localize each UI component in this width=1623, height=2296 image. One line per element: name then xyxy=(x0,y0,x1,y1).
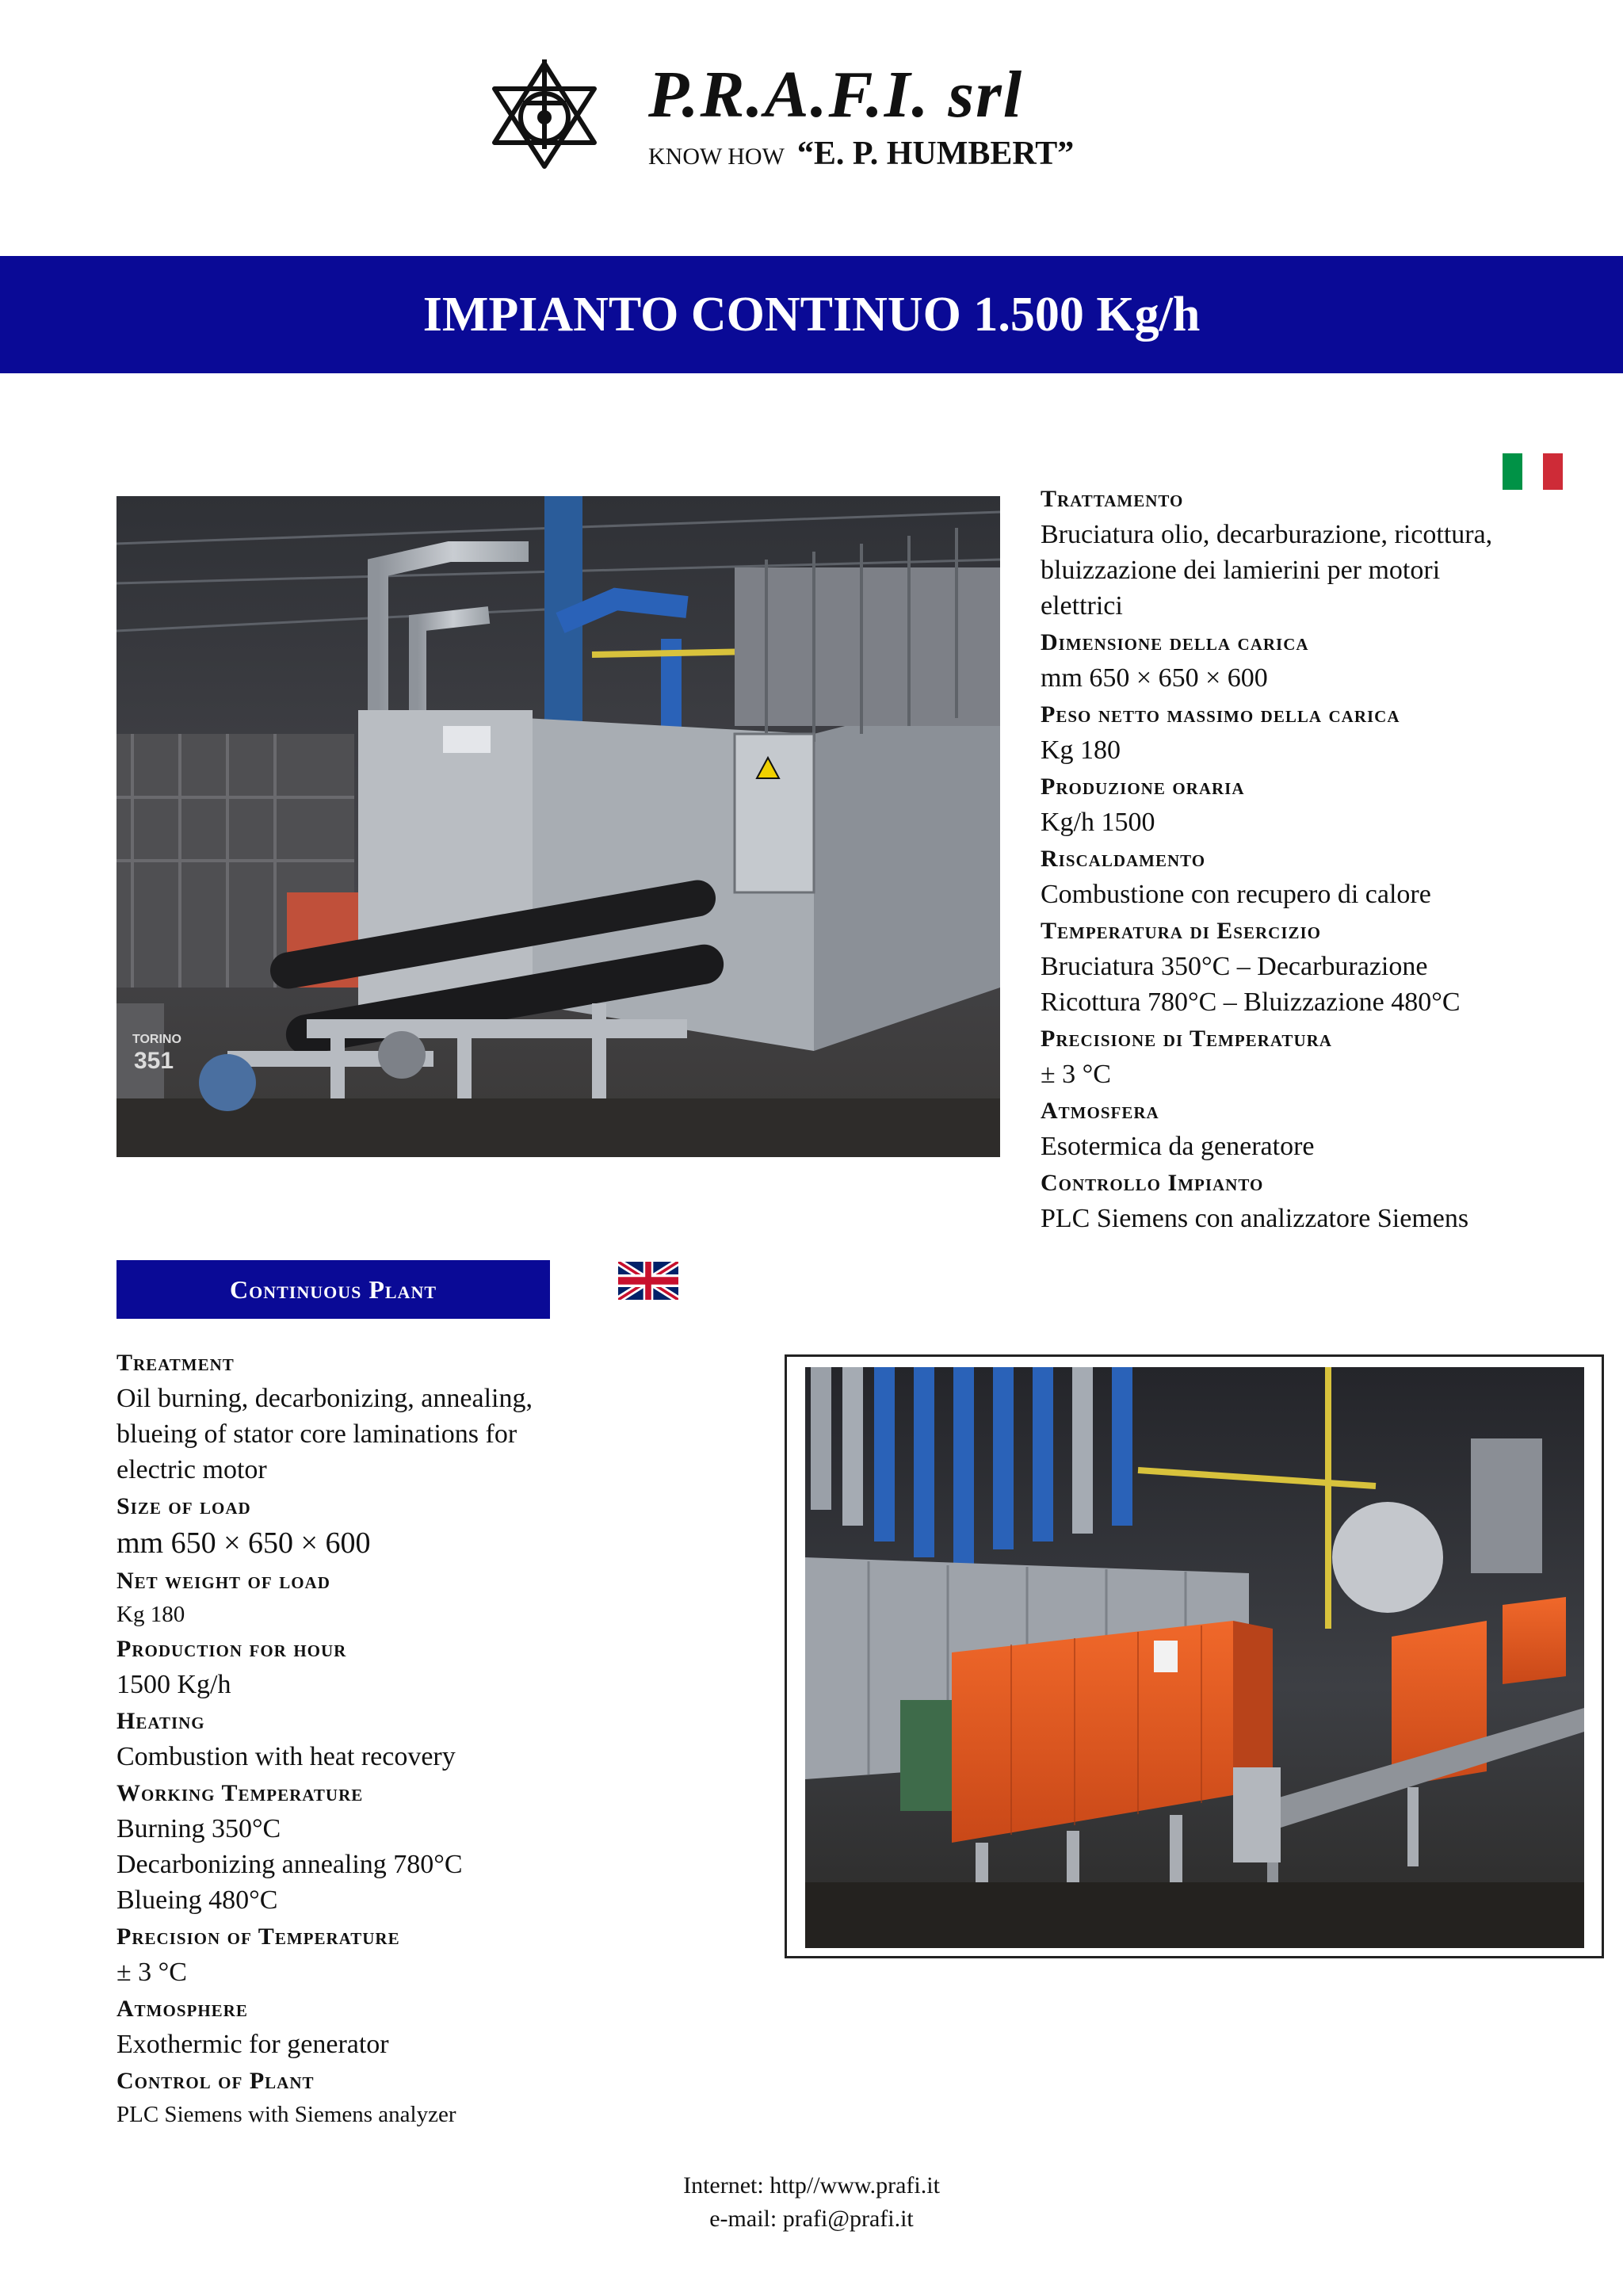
know-how-line xyxy=(648,136,1074,174)
spec-item xyxy=(116,1702,655,1775)
section-title-box xyxy=(116,1260,550,1319)
title-banner xyxy=(0,256,1623,373)
spec-label: Produzione oraria xyxy=(1041,774,1245,800)
spec-item xyxy=(116,1488,655,1562)
spec-value: Kg 180 xyxy=(1041,735,1121,765)
spec-item xyxy=(1041,912,1595,1020)
spec-value: Burning 350°C Decarbonizing annealing 780°C Blueing 480°C xyxy=(116,1814,463,1915)
spec-label: Controllo Impianto xyxy=(1041,1170,1264,1196)
spec-value: PLC Siemens con analizzatore Siemens xyxy=(1041,1204,1469,1233)
know-how-prefix: KNOW HOW xyxy=(648,143,785,170)
spec-value: Bruciatura olio, decarburazione, ricottura, bluizzazione dei lamierini per motori elettrici xyxy=(1041,520,1493,621)
spec-value: Exothermic for generator xyxy=(116,2030,389,2059)
spec-value: ± 3 °C xyxy=(116,1958,187,1987)
spec-label: Atmosfera xyxy=(1041,1098,1159,1124)
spec-label: Temperatura di Esercizio xyxy=(1041,918,1321,944)
company-name: P.R.A.F.I. srl xyxy=(648,58,1024,132)
english-spec-list xyxy=(116,1344,655,2130)
spec-value: Combustion with heat recovery xyxy=(116,1742,456,1771)
spec-item xyxy=(116,1344,655,1488)
spec-value: mm 650 × 650 × 600 xyxy=(1041,663,1268,693)
spec-label: Precision of Temperature xyxy=(116,1924,400,1950)
spec-value: ± 3 °C xyxy=(1041,1060,1111,1089)
spec-label: Precisione di Temperatura xyxy=(1041,1026,1332,1052)
spec-label: Control of Plant xyxy=(116,2068,315,2094)
spec-label: Riscaldamento xyxy=(1041,846,1206,872)
spec-value: Oil burning, decarbonizing, annealing, blueing of stator core laminations for electric motor xyxy=(116,1384,533,1484)
svg-text:TORINO: TORINO xyxy=(132,1033,181,1046)
email-link[interactable]: e-mail: prafi@prafi.it xyxy=(709,2206,914,2232)
footer xyxy=(0,2169,1623,2236)
spec-label: Treatment xyxy=(116,1350,235,1376)
spec-label: Dimensione della carica xyxy=(1041,629,1309,655)
spec-item xyxy=(1041,480,1595,624)
spec-label: Trattamento xyxy=(1041,486,1184,512)
section-title: Continuous Plant xyxy=(229,1275,437,1304)
spec-value: Bruciatura 350°C – Decarburazione Ricottura 780°C – Bluizzazione 480°C xyxy=(1041,952,1461,1017)
spec-item xyxy=(1041,768,1595,840)
website-link[interactable]: Internet: http//www.prafi.it xyxy=(683,2172,940,2199)
spec-item xyxy=(1041,696,1595,768)
spec-label: Heating xyxy=(116,1708,205,1734)
spec-label: Production for hour xyxy=(116,1636,347,1662)
spec-value: Kg 180 xyxy=(116,1602,185,1627)
spec-value: Esotermica da generatore xyxy=(1041,1132,1315,1161)
company-logo-icon xyxy=(485,55,604,174)
spec-label: Atmosphere xyxy=(116,1996,248,2022)
spec-item xyxy=(116,1918,655,1990)
svg-text:351: 351 xyxy=(134,1048,174,1074)
uk-flag-icon xyxy=(618,1262,678,1300)
spec-item xyxy=(1041,624,1595,696)
spec-label: Net weight of load xyxy=(116,1568,330,1594)
spec-item xyxy=(116,1775,655,1918)
furnace-plant-photo xyxy=(116,496,1000,1157)
spec-item xyxy=(1041,1164,1595,1236)
page-title: IMPIANTO CONTINUO 1.500 Kg/h xyxy=(422,288,1201,342)
conveyor-plant-photo xyxy=(805,1367,1584,1948)
spec-item xyxy=(116,1562,655,1630)
spec-label: Size of load xyxy=(116,1493,251,1519)
spec-label: Working Temperature xyxy=(116,1780,364,1806)
spec-item xyxy=(116,1990,655,2062)
spec-item xyxy=(1041,1020,1595,1092)
spec-item xyxy=(116,1630,655,1702)
know-how-name: “E. P. HUMBERT” xyxy=(796,136,1075,172)
spec-value: mm 650 × 650 × 600 xyxy=(116,1526,371,1560)
spec-label: Peso netto massimo della carica xyxy=(1041,701,1400,728)
spec-value: PLC Siemens with Siemens analyzer xyxy=(116,2102,456,2127)
spec-item xyxy=(116,2062,655,2130)
spec-value: 1500 Kg/h xyxy=(116,1670,231,1699)
italian-spec-list xyxy=(1041,480,1595,1236)
spec-item xyxy=(1041,840,1595,912)
spec-item xyxy=(1041,1092,1595,1164)
spec-value: Kg/h 1500 xyxy=(1041,808,1155,837)
spec-value: Combustione con recupero di calore xyxy=(1041,880,1431,909)
